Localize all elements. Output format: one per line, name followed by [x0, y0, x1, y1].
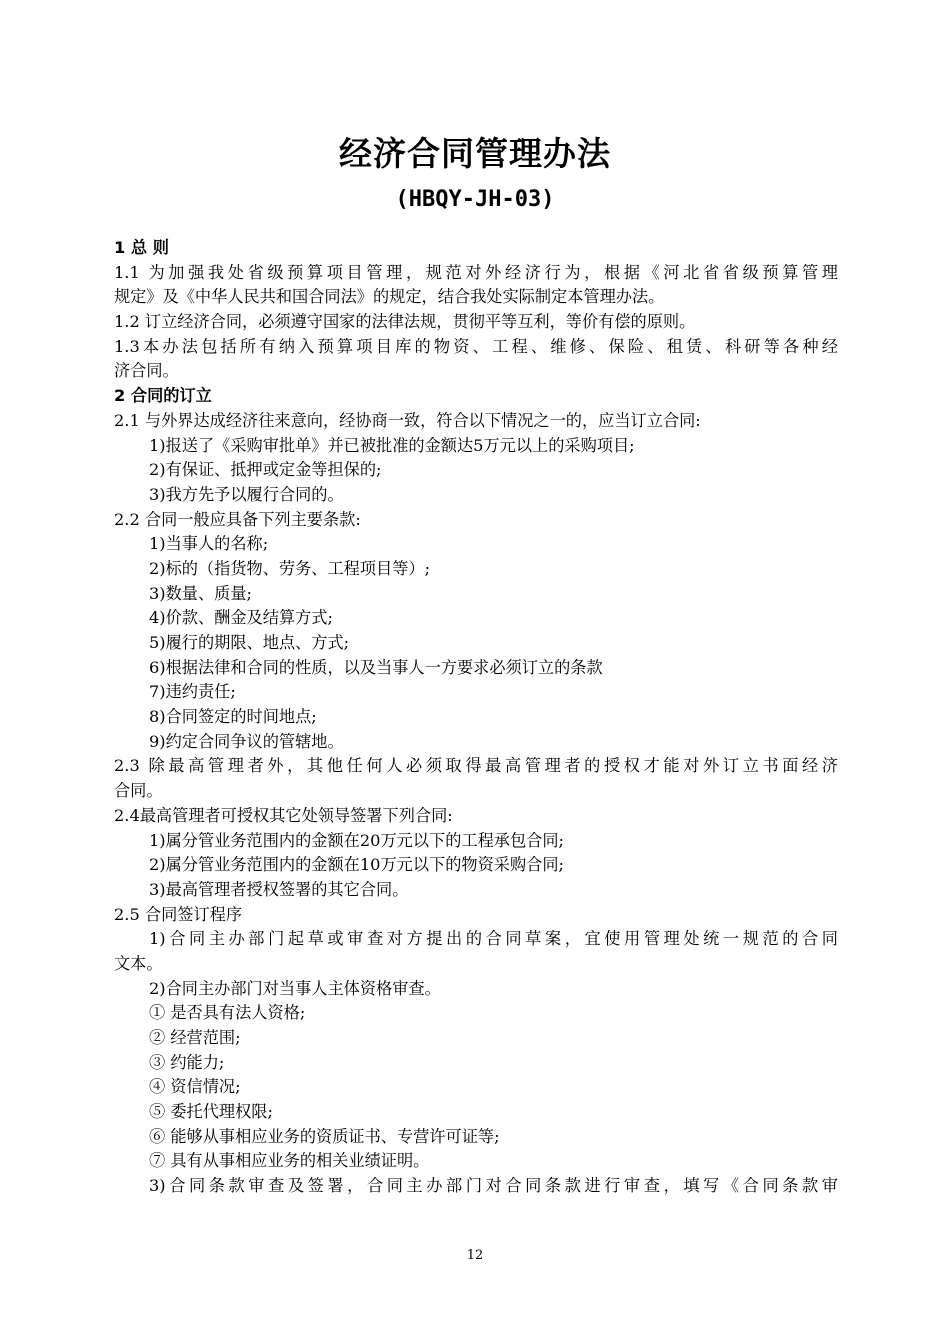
text-line: 4)价款、酬金及结算方式; [149, 608, 333, 628]
text-line: ⑥ 能够从事相应业务的资质证书、专营许可证等; [149, 1126, 500, 1146]
text-line: 2.3 除最高管理者外，其他任何人必须取得最高管理者的授权才能对外订立书面经济 [114, 756, 838, 776]
text-line: 济合同。 [114, 361, 179, 381]
text-line: 1)属分管业务范围内的金额在20万元以下的工程承包合同; [149, 830, 564, 850]
section-heading: 1 总 则 [114, 238, 169, 257]
text-line: 3)最高管理者授权签署的其它合同。 [149, 879, 409, 899]
text-line: 5)履行的期限、地点、方式; [149, 633, 350, 652]
text-line: ② 经营范围; [149, 1028, 241, 1047]
text-line: 2.2 合同一般应具备下列主要条款: [114, 509, 361, 529]
text-line: 7)违约责任; [149, 682, 236, 702]
text-line: 1.1 为加强我处省级预算项目管理，规范对外经济行为，根据《河北省省级预算管理 [114, 262, 838, 282]
document-body [114, 236, 838, 1199]
text-line: 2)标的（指货物、劳务、工程项目等）; [149, 558, 431, 578]
text-line: 1.3本办法包括所有纳入预算项目库的物资、工程、维修、保险、租赁、科研等各种经 [114, 336, 838, 356]
text-line: 3)我方先予以履行合同的。 [149, 484, 344, 504]
text-line: 2.1 与外界达成经济往来意向，经协商一致，符合以下情况之一的，应当订立合同: [114, 410, 701, 430]
text-line: 8)合同签定的时间地点; [149, 707, 317, 727]
text-line: 规定》及《中华人民共和国合同法》的规定，结合我处实际制定本管理办法。 [114, 287, 665, 307]
text-line: ④ 资信情况; [149, 1077, 241, 1097]
text-line: 3)合同条款审查及签署，合同主办部门对合同条款进行审查，填写《合同条款审 [149, 1176, 838, 1196]
text-line: 9)约定合同争议的管辖地。 [149, 731, 344, 751]
text-line: 2)有保证、抵押或定金等担保的; [149, 460, 382, 480]
section-heading: 2 合同的订立 [114, 386, 212, 406]
page-number: 12 [466, 1248, 484, 1263]
text-line: 1)合同主办部门起草或审查对方提出的合同草案，宜使用管理处统一规范的合同 [149, 929, 838, 949]
document-title: 经济合同管理办法 [339, 134, 611, 173]
text-line: 2)合同主办部门对当事人主体资格审查。 [149, 978, 441, 998]
text-line: 合同。 [114, 781, 163, 801]
document-code: (HBQY-JH-03) [395, 187, 555, 212]
text-line: 3)数量、质量; [149, 583, 253, 603]
text-line: ③ 约能力; [149, 1052, 225, 1072]
text-line: 2)属分管业务范围内的金额在10万元以下的物资采购合同; [149, 855, 564, 875]
text-line: ⑦ 具有从事相应业务的相关业绩证明。 [149, 1151, 430, 1171]
text-line: 1)当事人的名称; [149, 534, 269, 554]
text-line: ⑤ 委托代理权限; [149, 1102, 273, 1122]
text-line: ① 是否具有法人资格; [149, 1003, 306, 1023]
text-line: 2.5 合同签订程序 [114, 904, 243, 924]
text-line: 2.4最高管理者可授权其它处领导签署下列合同: [114, 805, 453, 825]
text-line: 1)报送了《采购审批单》并已被批准的金额达5万元以上的采购项目; [149, 435, 635, 455]
text-line: 文本。 [114, 953, 163, 973]
text-line: 6)根据法律和合同的性质，以及当事人一方要求必须订立的条款 [149, 657, 603, 677]
text-line: 1.2 订立经济合同，必须遵守国家的法律法规，贯彻平等互利，等价有偿的原则。 [114, 312, 696, 332]
